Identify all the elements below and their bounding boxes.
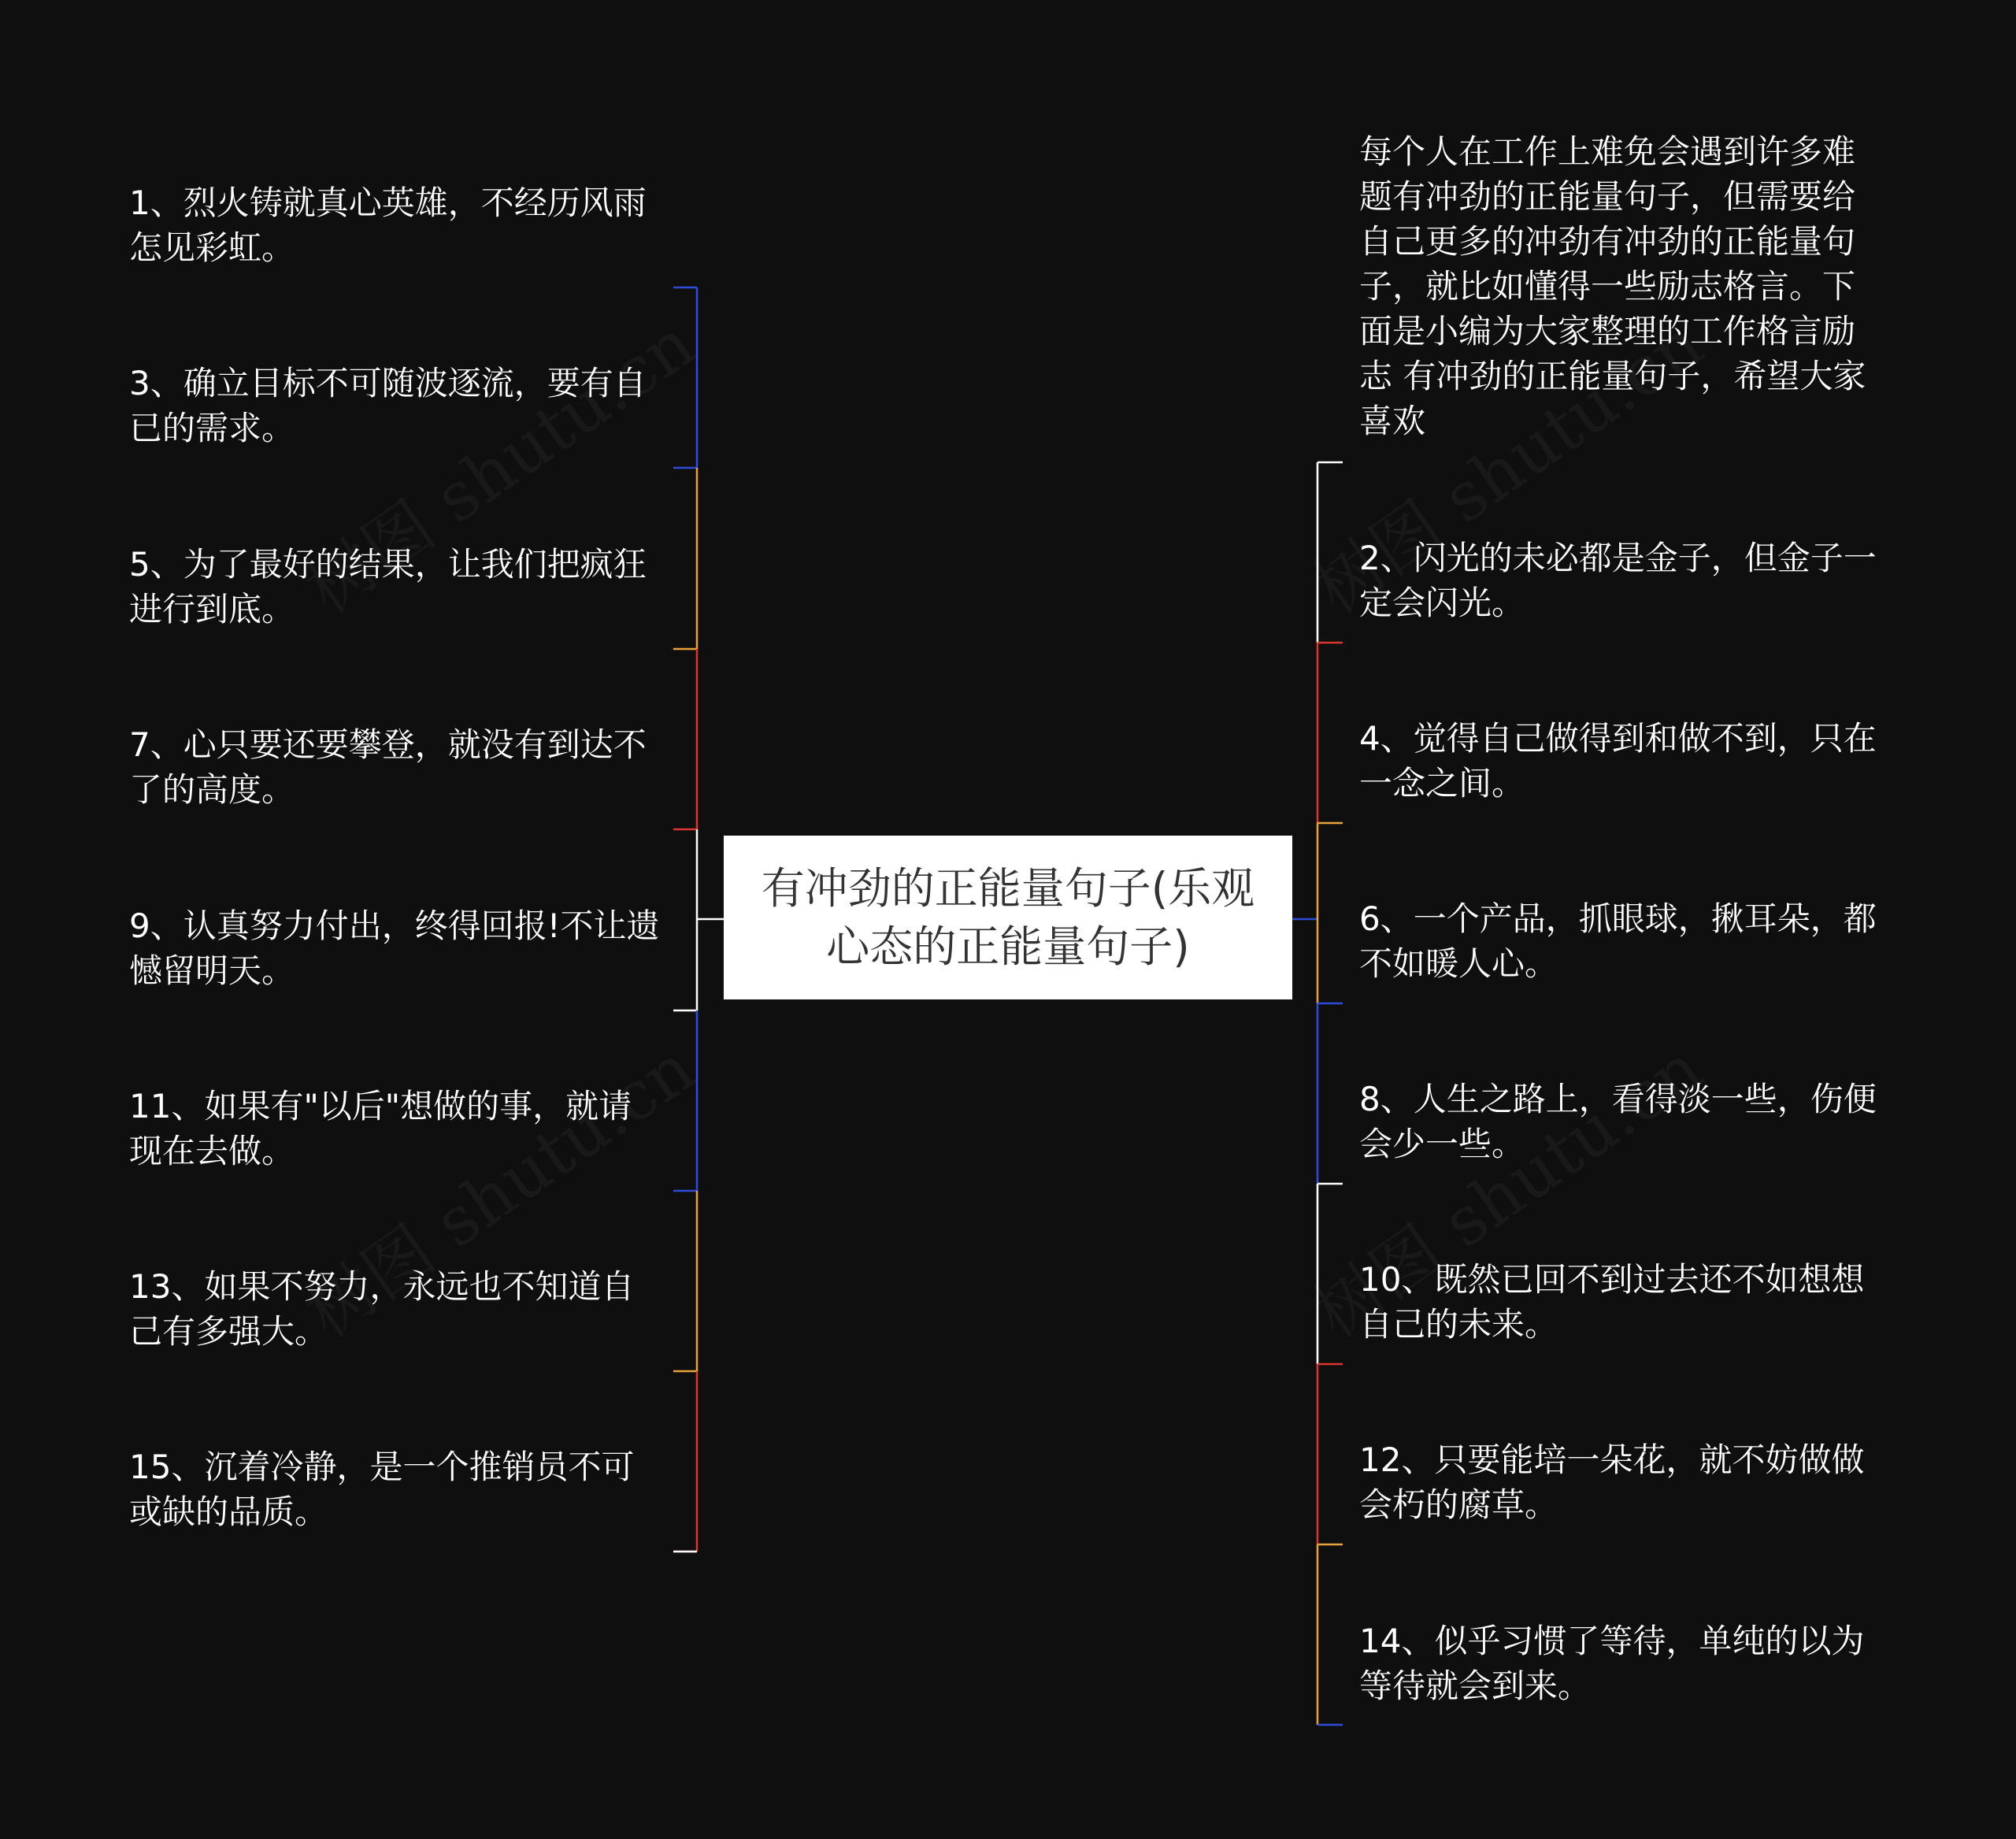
right-branch-item-2[interactable]: 4、觉得自己做得到和做不到，只在一念之间。 (1359, 719, 1877, 803)
right-branch-item-7[interactable]: 14、似乎习惯了等待，单纯的以为等待就会到来。 (1359, 1622, 1865, 1705)
left-branch-item-8[interactable]: 15、沉着冷静，是一个推销员不可或缺的品质。 (129, 1448, 635, 1531)
right-branch-item-1[interactable]: 2、闪光的未必都是金子，但金子一定会闪光。 (1359, 539, 1877, 622)
central-topic-node[interactable] (724, 836, 1292, 999)
right-branch-item-3[interactable]: 6、一个产品，抓眼球，揪耳朵，都不如暖人心。 (1359, 899, 1877, 983)
left-branch-item-6[interactable]: 11、如果有"以后"想做的事，就请现在去做。 (129, 1087, 632, 1170)
right-branch-item-4[interactable]: 8、人生之路上，看得淡一些，伤便会少一些。 (1359, 1080, 1877, 1163)
right-branch-item-6[interactable]: 12、只要能培一朵花，就不妨做做会朽的腐草。 (1359, 1440, 1865, 1524)
left-branch-item-1[interactable]: 1、烈火铸就真心英雄，不经历风雨怎见彩虹。 (129, 184, 647, 267)
left-branch-item-3[interactable]: 5、为了最好的结果，让我们把疯狂进行到底。 (129, 545, 647, 628)
left-branch-item-4[interactable]: 7、心只要还要攀登，就没有到达不了的高度。 (129, 725, 647, 809)
right-branch-intro[interactable]: 每个人在工作上难免会遇到许多难题有冲劲的正能量句子，但需要给自己更多的冲劲有冲劲的正能量句子，就比如懂得一些励志格言。下面是小编为大家整理的工作格言励志 有冲劲的正能量句子，希望大家喜欢 (1359, 132, 1866, 440)
left-branch-item-2[interactable]: 3、确立目标不可随波逐流，要有自已的需求。 (129, 364, 647, 447)
left-branch-item-5[interactable]: 9、认真努力付出，终得回报!不让遗憾留明天。 (129, 907, 660, 990)
right-branch-item-5[interactable]: 10、既然已回不到过去还不如想想自己的未来。 (1359, 1260, 1865, 1344)
left-branch-item-7[interactable]: 13、如果不努力，永远也不知道自己有多强大。 (129, 1267, 635, 1351)
central-topic-label: 有冲劲的正能量句子(乐观心态的正能量句子) (761, 863, 1255, 972)
